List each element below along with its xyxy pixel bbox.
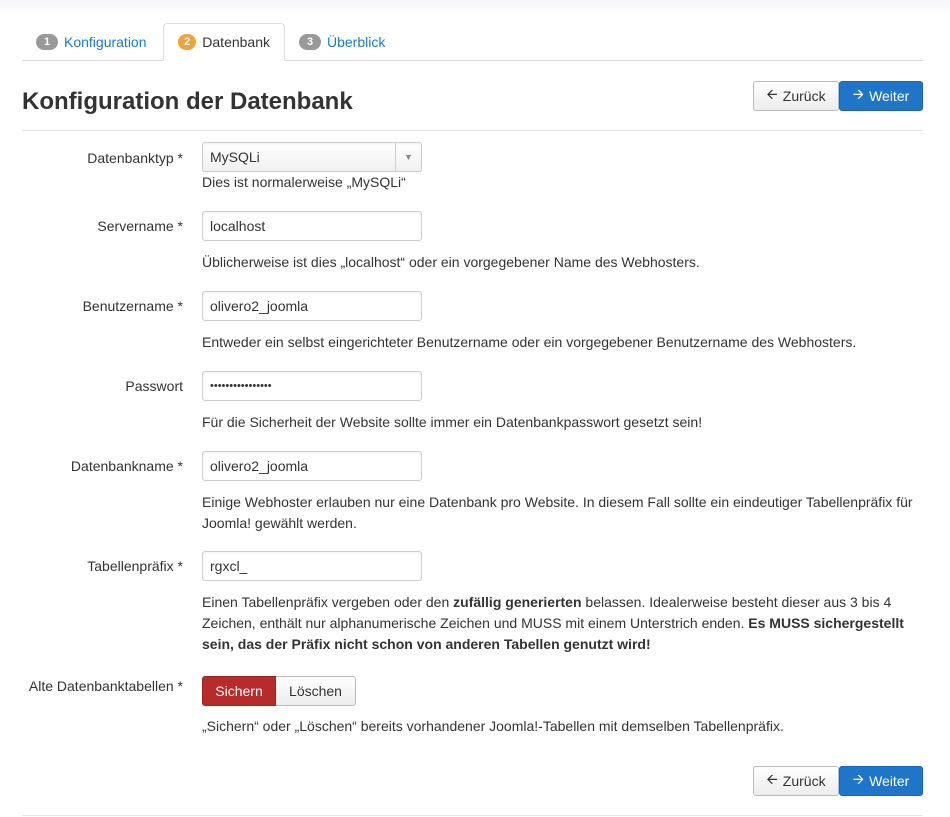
divider <box>22 130 923 131</box>
back-button[interactable] <box>753 81 839 111</box>
db-name-help: Einige Webhoster erlauben nur eine Datenbank pro Website. In diesem Fall sollte ein eindeutiger Tabellenpräfix für Joomla! gewählt werden. <box>202 494 913 531</box>
server-help: Üblicherweise ist dies „localhost“ oder ein vorgegebener Name des Webhosters. <box>202 254 700 270</box>
back-button[interactable] <box>753 766 839 796</box>
tab-label: Konfiguration <box>64 34 147 50</box>
db-type-label: Datenbanktyp * <box>87 150 183 166</box>
arrow-left-icon: 🡨 <box>766 771 778 787</box>
prefix-help <box>202 592 922 655</box>
keep-button[interactable]: Sichern <box>202 676 276 706</box>
divider <box>22 815 923 816</box>
password-label: Passwort <box>125 378 183 394</box>
arrow-right-icon: 🡪 <box>852 86 865 102</box>
delete-button[interactable]: Löschen <box>276 676 356 706</box>
step-tabs <box>22 23 923 61</box>
tab-datenbank[interactable] <box>163 23 285 61</box>
server-label: Servername * <box>97 218 183 234</box>
next-button-label: Weiter <box>869 88 910 104</box>
next-button[interactable] <box>839 766 923 796</box>
password-help: Für die Sicherheit der Website sollte immer ein Datenbankpasswort gesetzt sein! <box>202 414 703 430</box>
prefix-help-warning: Es MUSS sichergestellt sein, das der Präfix nicht schon von anderen Tabellen genutzt wird! <box>202 615 904 652</box>
prefix-help-text: Einen Tabellenpräfix vergeben oder den <box>202 594 454 610</box>
prefix-input[interactable]: rgxcl_ <box>202 551 422 581</box>
user-help: Entweder ein selbst eingerichteter Benutzername oder ein vorgegebener Benutzername des Webhosters. <box>202 334 857 350</box>
server-input[interactable]: localhost <box>202 211 422 241</box>
prefix-help-text: belassen. Idealerweise besteht dieser aus 3 bis 4 Zeichen, enthält nur alphanumerische Zeichen und MUSS mit einem Unterstrich enden. <box>202 594 892 631</box>
page-title: Konfiguration der Datenbank <box>22 88 353 115</box>
top-bar <box>0 0 950 16</box>
next-button-label: Weiter <box>869 773 910 789</box>
user-input[interactable]: olivero2_joomla <box>202 291 422 321</box>
back-button-label: Zurück <box>782 88 826 104</box>
user-label: Benutzername * <box>82 298 183 314</box>
old-tables-help: „Sichern“ oder „Löschen“ bereits vorhandener Joomla!-Tabellen mit demselben Tabellenpräfix. <box>202 718 784 734</box>
arrow-left-icon: 🡨 <box>766 86 778 102</box>
prefix-label: Tabellenpräfix * <box>87 558 183 574</box>
password-input[interactable]: •••••••••••••••• <box>202 371 422 401</box>
arrow-right-icon: 🡪 <box>852 771 865 787</box>
back-button-label: Zurück <box>782 773 826 789</box>
tab-konfiguration[interactable] <box>22 23 161 61</box>
next-button[interactable] <box>839 81 923 111</box>
step-number-badge: 3 <box>299 34 321 50</box>
db-type-value: MySQLi <box>210 149 260 165</box>
tab-label: Datenbank <box>202 34 270 50</box>
prefix-help-emphasis: zufällig generierten <box>453 594 582 610</box>
step-number-badge: 2 <box>178 34 196 50</box>
step-number-badge: 1 <box>36 34 58 50</box>
tab-ueberblick[interactable] <box>285 23 399 61</box>
db-type-help: Dies ist normalerweise „MySQLi“ <box>202 174 406 190</box>
db-name-label: Datenbankname * <box>70 458 183 474</box>
old-tables-label: Alte Datenbanktabellen * <box>28 678 183 694</box>
db-type-select[interactable] <box>202 142 422 172</box>
old-tables-toggle <box>202 676 356 706</box>
db-name-input[interactable]: olivero2_joomla <box>202 451 422 481</box>
tab-label: Überblick <box>327 34 386 50</box>
chevron-down-icon: ▼ <box>395 143 421 171</box>
